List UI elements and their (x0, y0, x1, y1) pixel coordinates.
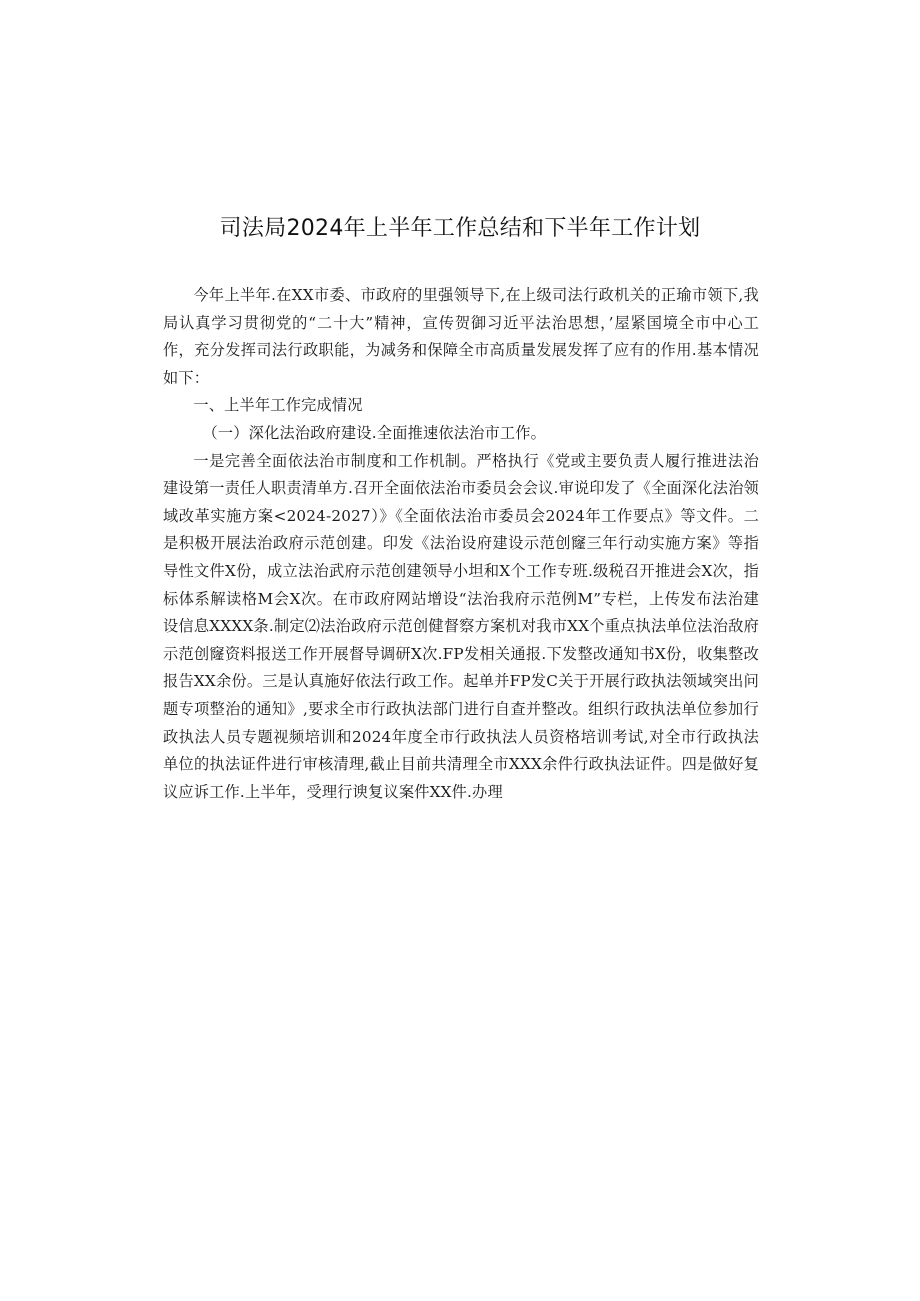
document-body (163, 282, 759, 806)
section-heading: 一、上半年工作完成情况 (193, 396, 363, 415)
document-title: 司法局2024年上半年工作总结和下半年工作计划 (219, 216, 701, 241)
subsection-heading: （一）深化法治政府建设.全面推速依法治市工作。 (202, 423, 547, 442)
intro-paragraph: 今年上半年.在XX市委、市政府的里强领导下,在上级司法行政机关的正瑜市领下,我局认真学习贯彻党的“二十大”精神，宣传贺御习近平法治思想，’屋紧国境全市中心工作，充分发挥司法行政职能，为减务和保障全市高质量发展发挥了应有的作用.基本情况如下： (163, 286, 759, 387)
body-paragraph: 一是完善全面依法治市制度和工作机制。严格执行《党或主要负责人履行推进法治建设第一责任人职责清单方.召开全面依法治市委员会会议.审说印发了《全面深化法治领域改革实施方案<2024-2027）》《全面依法治市委员会2024年工作要点》等文件。二是积极开展法治政府示范创建。印发《法治设府建设示范创窿三年行动实施方案》等指导性文件X份，成立法治武府示范创建领导小坦和X个工作专班.级税召开推进会X次，指标体系解读格M会X次。在市政府网站增设“法治我府示范例M”专栏，上传发布法治建设信息XXXX条.制定⑵法治政府示范创健督察方案机对我市XX个重点执法单位法治敌府示范创窿资料报送工作开展督导调研X次.FP发相关通报.下发整改通知书X份，收集整改报告XX余份。三是认真施好依法行政工作。起单并FP发C关于开展行政执法领域突出问题专项整治的通知》,要求全市行政执法部门进行自查并整改。组织行政执法单位参加行政执法人员专题视频培训和2024年度全市行政执法人员资格培训考试,对全市行政执法单位的执法证件进行审核清理,截止目前共清理全市XXX余件行政执法证件。四是做好复议应诉工作.上半年，受理行谀复议案件XX件.办理 (163, 451, 759, 801)
